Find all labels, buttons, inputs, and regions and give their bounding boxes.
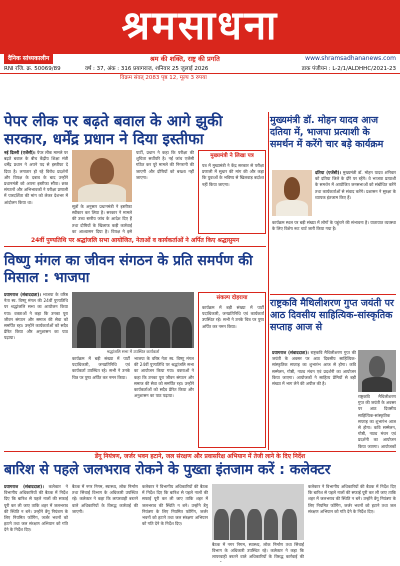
second-headline[interactable]: विष्णु मंगल का जीवन संगठन के प्रति समर्पण की मिसाल : भाजपा: [4, 253, 253, 286]
divider: [4, 451, 396, 452]
bottom-headline[interactable]: बारिश से पहले जलभराव रोकने के पुख्ता इंतजाम करें : कलेक्टर: [4, 462, 331, 478]
tagline: श्रम की शक्ति, राष्ट्र की प्रगति: [150, 55, 220, 63]
edition-type: दैनिक सांध्यकालीन: [4, 54, 53, 64]
bottom-photo: [212, 484, 304, 540]
right-top-headline[interactable]: मुख्यमंत्री डॉ. मोहन यादव आज दतिया में, भाजपा प्रत्याशी के समर्थन में करेंगे चार बड़े कार्यक्रम: [270, 115, 384, 150]
right-mid-byline: प्रयागराज (संवाददाता)।: [272, 350, 309, 355]
lead-sidebar-body: पत्र में मुख्यमंत्री ने केंद्र सरकार से परीक्षा प्रणाली में सुधार की मांग की और कहा कि युवाओं के भविष्य से खिलवाड़ बर्दाश्त नहीं किया जाएगा।: [202, 163, 264, 187]
info-bar: [0, 64, 400, 74]
second-sidebar-body: कार्यक्रम में बड़ी संख्या में पार्टी पदाधिकारी, जनप्रतिनिधि एवं कार्यकर्ता उपस्थित रहे। सभी ने उनके चित्र पर पुष्प अर्पित कर नमन किया।: [202, 305, 264, 329]
divider: [4, 246, 266, 247]
bottom-strap: डेंगू नियंत्रण, जर्जर भवन हटाने, जल संरक्षण और प्रवासरिक्ष अभियान में तेजी लाने के दिए निर्देश: [94, 453, 306, 460]
right-mid-body: प्रयागराज (संवाददाता)। राष्ट्रकवि मैथिलीशरण गुप्त की जयंती के अवसर पर आठ दिवसीय साहित्यिक-सांस्कृतिक सप्ताह का शुभारंभ आज से होगा। कवि सम्मेलन, गोष्ठी, नाट्य मंचन एवं प्रदर्शनी का आयोजन किया जाएगा। आयोजकों ने साहित्य प्रेमियों से बड़ी संख्या में भाग लेने की अपील की है।: [272, 350, 356, 387]
second-photo: [72, 292, 194, 348]
lead-headline[interactable]: पेपर लीक पर बढ़ते बवाल के आगे झुकी सरकार, धर्मेंद्र प्रधान ने दिया इस्तीफा: [4, 112, 223, 148]
second-byline: प्रयागराज (संवाददाता)।: [4, 292, 41, 297]
second-photo-caption: श्रद्धांजलि सभा में उपस्थित कार्यकर्ता: [106, 349, 160, 354]
bottom-body-col4: बैठक में नगर निगम, स्वास्थ्य, लोक निर्माण तथा सिंचाई विभाग के अधिकारी उपस्थित रहे। कलेक्टर ने कहा कि लापरवाही बरतने वाले अधिकारियों के विरुद्ध कार्रवाई की: [212, 542, 304, 560]
second-sidebar-title: संकल्प दोहराया: [216, 295, 248, 301]
lead-body-col3: पार्टी, प्रधान ने कहा कि परीक्षा की शुचिता सर्वोपरि है। नई जांच एजेंसी गठित कर पूरे मामले की निगरानी की जाएगी और दोषियों को बख्शा नहीं जाएगा।: [136, 150, 194, 180]
rni-number: RNI रजि. क्र. 50069/89: [4, 66, 61, 72]
second-story-strap: 24वीं पुण्यतिथि पर श्रद्धांजलि सभा आयोजित, नेताओं व कार्यकर्ताओं ने अर्पित किए श्रद्धासुमन: [30, 237, 240, 244]
website-link[interactable]: www.shramsadhananews.com: [305, 55, 396, 62]
right-mid-photo: [358, 350, 396, 392]
right-top-body: दतिया (एजेंसी)। मुख्यमंत्री डॉ. मोहन यादव शनिवार को दतिया जिले के दौरे पर रहेंगे। वे भाजपा प्रत्याशी के समर्थन में आयोजित जनसभाओं को संबोधित करेंगे तथा कार्यकर्ताओं से संवाद करेंगे। प्रशासन ने सुरक्षा के व्यापक इंतजाम किए हैं।: [315, 170, 396, 200]
masthead: [0, 0, 400, 74]
right-top-byline: दतिया (एजेंसी)।: [315, 170, 341, 175]
right-top-body2: कार्यक्रम स्थल पर बड़ी संख्या में लोगों के पहुंचने की संभावना है। यातायात व्यवस्था के लिए विशेष रूट चार्ट जारी किया गया है।: [272, 220, 396, 232]
second-body-col3: भाजपा के वरिष्ठ नेता स्व. विष्णु मंगल की 24वीं पुण्यतिथि पर श्रद्धांजलि सभा का आयोजन किया गया। वक्ताओं ने कहा कि उनका पूरा जीवन संगठन और समाज की सेवा को समर्पित रहा। उन्होंने कार्यकर्ताओं को सदैव प्रेरित किया और अनुशासन का पाठ पढ़ाया।: [134, 356, 194, 399]
lead-body-col2: सूत्रों के अनुसार प्रधानमंत्री ने इस्तीफा स्वीकार कर लिया है। सरकार ने मामले की उच्च स्तरीय जांच के आदेश दिए हैं तथा दोषियों के खिलाफ कड़ी कार्रवाई का आश्वासन दिया है। विपक्ष ने इसे: [72, 204, 132, 234]
lead-body-col1: नई दिल्ली (एजेंसी)। पेपर लीक मामले पर बढ़ते बवाल के बीच केंद्रीय शिक्षा मंत्री धर्मेंद्र प्रधान ने अपने पद से इस्तीफा दे दिया है। लगातार हो रहे विरोध प्रदर्शनों और विपक्ष के दबाव के बाद उन्होंने प्रधानमंत्री को अपना इस्तीफा सौंपा। छात्र संगठनों और अभिभावकों ने परीक्षा प्रणाली में पारदर्शिता की मांग को लेकर देशभर में आंदोलन किया था।: [4, 150, 68, 205]
bottom-body-col5: कलेक्टर ने विभागीय अधिकारियों की बैठक में निर्देश दिए कि बारिश से पहले नालों की सफाई पूरी कर ली जाए ताकि शहर में जलभराव की स्थिति न बने। उन्होंने डेंगू नियंत्रण के लिए नियमित फॉगिंग, जर्जर भवनों को हटाने तथा जल संरक्षण अभियान को गति देने के निर्देश दिए।: [308, 484, 396, 514]
column-divider: [268, 112, 269, 450]
vikram-samvat: विक्रम संवत् 2083 पृष्ठ 12, मूल्य 3 रुपया: [120, 75, 207, 81]
lead-photo: [72, 150, 132, 202]
bottom-body-col2: बैठक में नगर निगम, स्वास्थ्य, लोक निर्माण तथा सिंचाई विभाग के अधिकारी उपस्थित रहे। कलेक्टर ने कहा कि लापरवाही बरतने वाले अधिकारियों के विरुद्ध कार्रवाई की जाएगी।: [72, 484, 138, 514]
postal-registration: डाक पंजीयन : L-2/1/ALDHHC/2021-23: [301, 66, 396, 72]
lead-sidebar-title: मुख्यमंत्री ने लिखा पत्र: [210, 153, 254, 159]
lead-sidebar-box: [198, 150, 266, 234]
bottom-body-col1: प्रयागराज (संवाददाता)। कलेक्टर ने विभागीय अधिकारियों की बैठक में निर्देश दिए कि बारिश से पहले नालों की सफाई पूरी कर ली जाए ताकि शहर में जलभराव की स्थिति न बने। उन्होंने डेंगू नियंत्रण के लिए नियमित फॉगिंग, जर्जर भवनों को हटाने तथा जल संरक्षण अभियान को गति देने के निर्देश दिए।: [4, 484, 68, 533]
second-body-col1: प्रयागराज (संवाददाता)। भाजपा के वरिष्ठ नेता स्व. विष्णु मंगल की 24वीं पुण्यतिथि पर श्रद्धांजलि सभा का आयोजन किया गया। वक्ताओं ने कहा कि उनका पूरा जीवन संगठन और समाज की सेवा को समर्पित रहा। उन्होंने कार्यकर्ताओं को सदैव प्रेरित किया और अनुशासन का पाठ पढ़ाया।: [4, 292, 68, 341]
lead-byline: नई दिल्ली (एजेंसी)।: [4, 150, 36, 155]
tagline-bar: [0, 54, 400, 64]
newspaper-title: श्रमसाधना: [0, 0, 400, 54]
bottom-body-col3: कलेक्टर ने विभागीय अधिकारियों की बैठक में निर्देश दिए कि बारिश से पहले नालों की सफाई पूरी कर ली जाए ताकि शहर में जलभराव की स्थिति न बने। उन्होंने डेंगू नियंत्रण के लिए नियमित फॉगिंग, जर्जर भवनों को हटाने तथा जल संरक्षण अभियान को गति देने के निर्देश दिए।: [142, 484, 208, 527]
right-mid-headline[interactable]: राष्ट्रकवि मैथिलीशरण गुप्त जयंती पर आठ दिवसीय साहित्यिक-सांस्कृतिक सप्ताह आज से: [270, 298, 394, 333]
divider: [270, 294, 396, 295]
second-body-col2: कार्यक्रम में बड़ी संख्या में पार्टी पदाधिकारी, जनप्रतिनिधि एवं कार्यकर्ता उपस्थित रहे। सभी ने उनके चित्र पर पुष्प अर्पित कर नमन किया।: [72, 356, 130, 380]
right-mid-body2: राष्ट्रकवि मैथिलीशरण गुप्त की जयंती के अवसर पर आठ दिवसीय साहित्यिक-सांस्कृतिक सप्ताह का शुभारंभ आज से होगा। कवि सम्मेलन, गोष्ठी, नाट्य मंचन एवं प्रदर्शनी का आयोजन किया जाएगा। आयोजकों: [358, 394, 396, 448]
second-sidebar-box: [198, 292, 266, 448]
edition-info: वर्ष : 37, अंक : 316 प्रयागराज, शनिवार 25 जुलाई 2026: [85, 66, 209, 72]
right-top-photo: [272, 170, 312, 216]
bottom-byline: प्रयागराज (संवाददाता)।: [4, 484, 44, 489]
